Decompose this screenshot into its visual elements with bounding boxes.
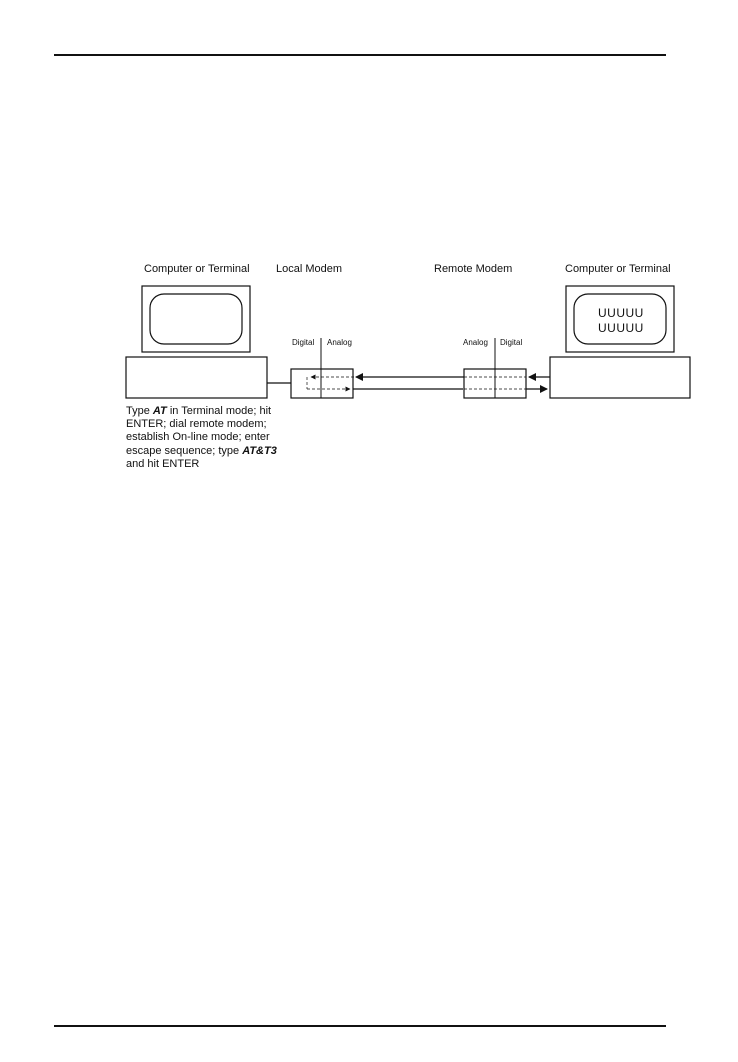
instr-command-att3: AT&T3	[242, 444, 277, 457]
local-monitor	[142, 286, 250, 352]
local-analog-label: Analog	[327, 338, 352, 347]
local-computer-base	[126, 357, 267, 398]
remote-screen-line-1: UUUUU	[598, 306, 644, 320]
remote-computer-label: Computer or Terminal	[565, 263, 671, 275]
instructions-text	[126, 405, 286, 471]
remote-modem	[464, 338, 526, 398]
local-computer-label: Computer or Terminal	[144, 263, 250, 275]
remote-modem-label: Remote Modem	[434, 263, 513, 275]
instr-part-2: in Terminal mode; hit ENTER; dial remote modem; establish On-line mode; enter escape sequence; type	[126, 405, 272, 457]
instr-command-at: AT	[152, 405, 167, 417]
instr-part-3: and hit ENTER	[126, 457, 200, 470]
instr-part-1: Type	[126, 405, 153, 417]
local-modem	[291, 338, 354, 398]
remote-digital-label: Digital	[500, 338, 523, 347]
remote-computer-base	[550, 357, 690, 398]
remote-screen-line-2: UUUUU	[598, 321, 644, 335]
remote-analog-label: Analog	[463, 338, 488, 347]
local-digital-label: Digital	[292, 338, 315, 347]
local-modem-label: Local Modem	[276, 263, 343, 275]
local-monitor-screen	[150, 294, 242, 344]
